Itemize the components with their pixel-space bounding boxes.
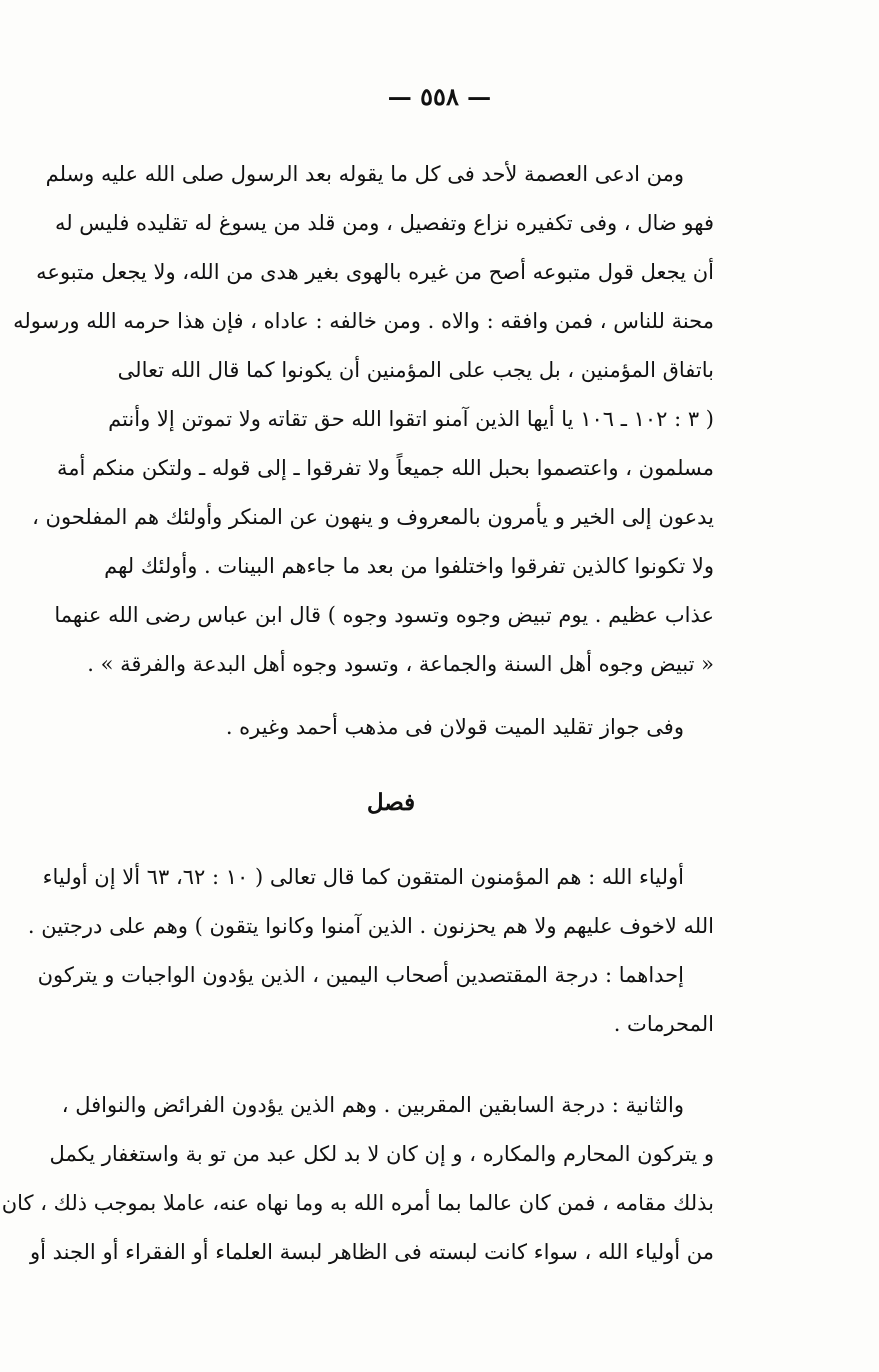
page-body: [1, 150, 714, 1277]
text-line: باتفاق المؤمنين ، بل يجب على المؤمنين أن يكونوا كما قال الله تعالى: [117, 358, 714, 382]
section-heading: فصل: [366, 789, 416, 816]
text-line: إحداهما : درجة المقتصدين أصحاب اليمين ، الذين يؤدون الواجبات و يتركون: [37, 963, 684, 987]
text-line: الله لاخوف عليهم ولا هم يحزنون . الذين آمنوا وكانوا يتقون ) وهم على درجتين .: [27, 914, 714, 938]
text-line: أن يجعل قول متبوعه أصح من غيره بالهوى بغير هدى من الله، ولا يجعل متبوعه: [36, 260, 714, 284]
text-line: عذاب عظيم . يوم تبيض وجوه وتسود وجوه ) قال ابن عباس رضى الله عنهما: [54, 603, 714, 627]
text-line: مسلمون ، واعتصموا بحبل الله جميعاً ولا تفرقوا ـ إلى قوله ـ ولتكن منكم أمة: [57, 456, 714, 480]
text-line: والثانية : درجة السابقين المقربين . وهم الذين يؤدون الفرائض والنوافل ،: [61, 1093, 684, 1117]
text-line: ومن ادعى العصمة لأحد فى كل ما يقوله بعد الرسول صلى الله عليه وسلم: [45, 162, 684, 186]
paragraph-awliya: [27, 853, 714, 951]
text-line: محنة للناس ، فمن وافقه : والاه . ومن خالفه : عاداه ، فإن هذا حرمه الله ورسوله: [13, 309, 714, 333]
text-line: يدعون إلى الخير و يأمرون بالمعروف و ينهون عن المنكر وأولئك هم المفلحون ،: [32, 505, 714, 529]
text-line: أولياء الله : هم المؤمنون المتقون كما قال تعالى ( ١٠ : ٦٢، ٦٣ ألا إن أولياء: [42, 865, 684, 889]
text-line: فهو ضال ، وفى تكفيره نزاع وتفصيل ، ومن قلد من يسوغ له تقليده فليس له: [54, 211, 714, 235]
paragraph-first-degree: [37, 951, 714, 1049]
text-line: ( ٣ : ١٠٢ ـ ١٠٦ يا أيها الذين آمنو اتقوا الله حق تقاته ولا تموتن إلا وأنتم: [108, 407, 714, 431]
text-line: « تبيض وجوه أهل السنة والجماعة ، وتسود وجوه أهل البدعة والفرقة » .: [87, 652, 714, 676]
page-number: — ٥٥٨ —: [387, 82, 492, 111]
paragraph-infallibility: [13, 150, 714, 689]
paragraph-taqlid: وفى جواز تقليد الميت قولان فى مذهب أحمد وغيره .: [225, 715, 684, 739]
text-line: ولا تكونوا كالذين تفرقوا واختلفوا من بعد ما جاءهم البينات . وأولئك لهم: [104, 554, 714, 578]
text-line: و يتركون المحارم والمكاره ، و إن كان لا بد لكل عبد من تو بة واستغفار يكمل: [49, 1142, 714, 1166]
text-line: من أولياء الله ، سواء كانت لبسته فى الظاهر لبسة العلماء أو الفقراء أو الجند أو: [29, 1240, 714, 1264]
text-line: بذلك مقامه ، فمن كان عالما بما أمره الله به وما نهاه عنه، عاملا بموجب ذلك ، كان: [1, 1191, 714, 1215]
paragraph-second-degree: [1, 1081, 714, 1277]
text-line: المحرمات .: [613, 1012, 714, 1036]
